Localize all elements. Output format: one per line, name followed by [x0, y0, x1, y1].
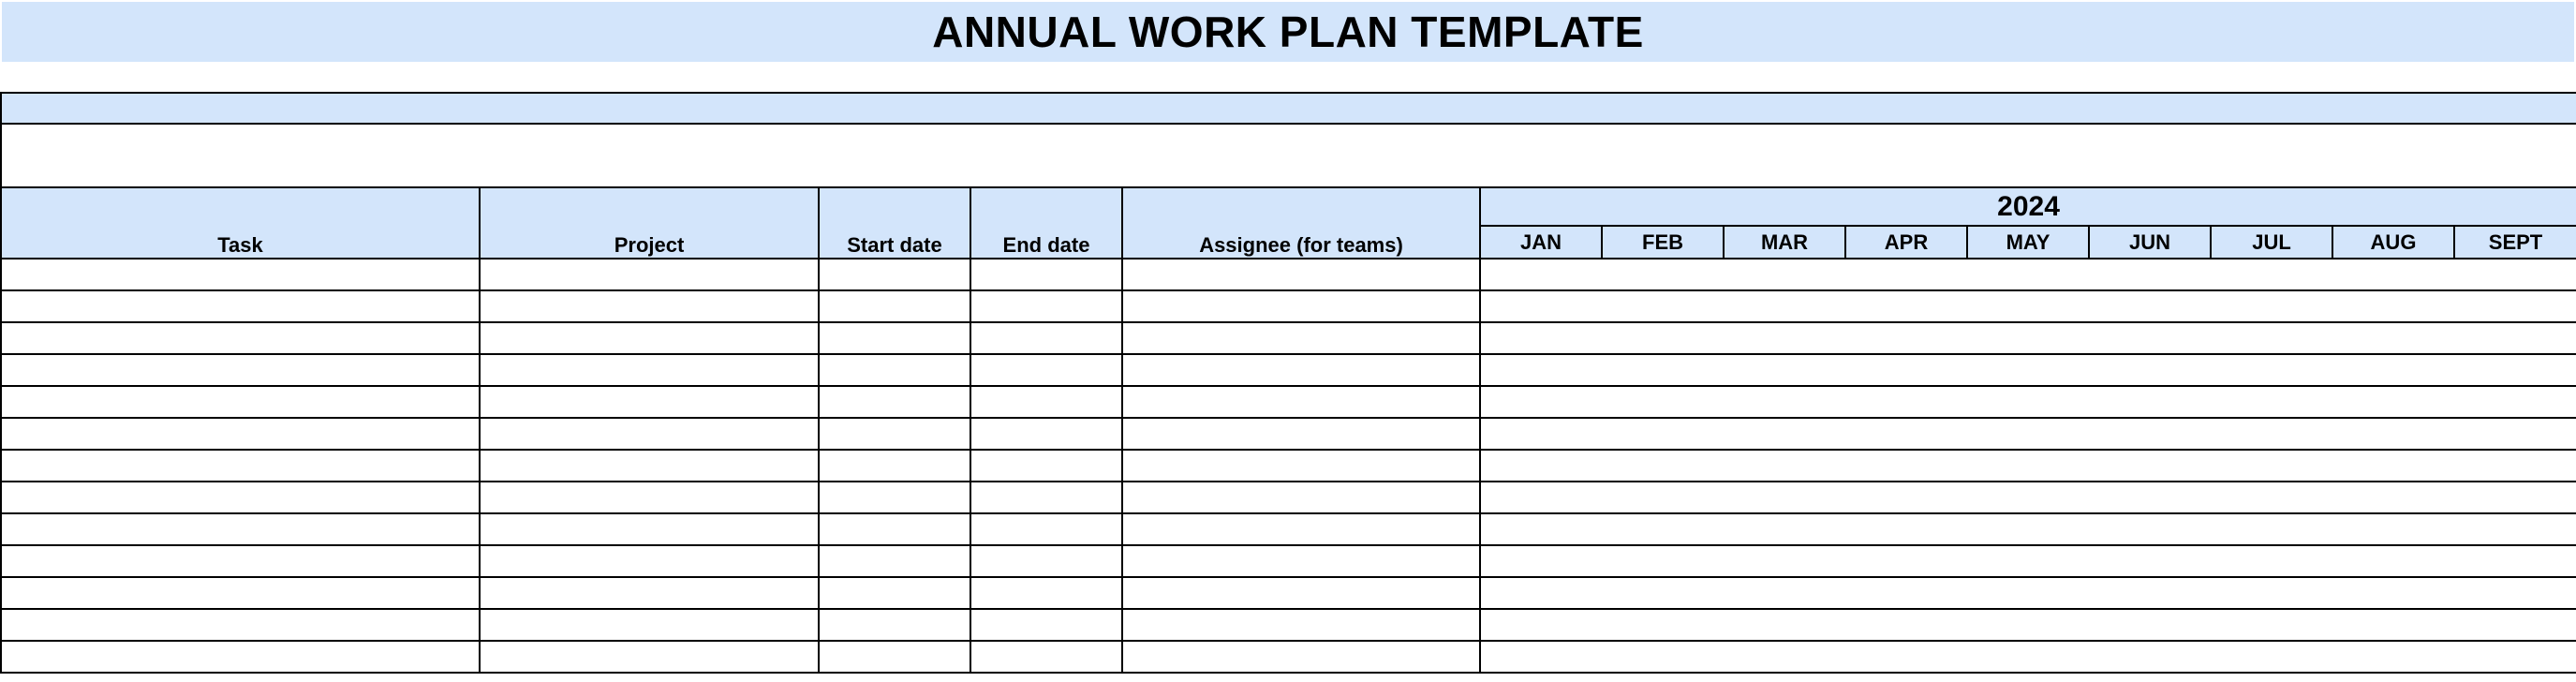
cell-start-date[interactable] — [819, 322, 970, 354]
title-bar — [2, 2, 2574, 62]
cell-timeline[interactable] — [1480, 354, 2576, 386]
cell-timeline[interactable] — [1480, 450, 2576, 482]
blank-row — [1, 124, 2576, 187]
cell-project[interactable] — [480, 577, 819, 609]
column-header-start-date[interactable]: Start date — [819, 187, 970, 259]
cell-assignee[interactable] — [1122, 322, 1480, 354]
cell-task[interactable] — [1, 418, 480, 450]
year-header[interactable]: 2024 — [1480, 187, 2576, 226]
cell-project[interactable] — [480, 482, 819, 513]
blank-cell[interactable] — [1, 124, 2576, 187]
cell-start-date[interactable] — [819, 482, 970, 513]
cell-task[interactable] — [1, 545, 480, 577]
cell-timeline[interactable] — [1480, 386, 2576, 418]
column-header-task[interactable]: Task — [1, 187, 480, 259]
cell-start-date[interactable] — [819, 450, 970, 482]
cell-start-date[interactable] — [819, 513, 970, 545]
table-row — [1, 482, 2576, 513]
month-header-apr[interactable]: APR — [1845, 226, 1967, 259]
cell-task[interactable] — [1, 290, 480, 322]
table-row — [1, 354, 2576, 386]
cell-start-date[interactable] — [819, 386, 970, 418]
cell-task[interactable] — [1, 577, 480, 609]
cell-task[interactable] — [1, 386, 480, 418]
column-header-row — [1, 187, 2576, 226]
cell-project[interactable] — [480, 290, 819, 322]
cell-end-date[interactable] — [970, 322, 1122, 354]
table-row — [1, 609, 2576, 641]
month-header-aug[interactable]: AUG — [2332, 226, 2454, 259]
cell-start-date[interactable] — [819, 290, 970, 322]
cell-end-date[interactable] — [970, 259, 1122, 290]
cell-timeline[interactable] — [1480, 482, 2576, 513]
cell-project[interactable] — [480, 354, 819, 386]
cell-assignee[interactable] — [1122, 609, 1480, 641]
table-row — [1, 322, 2576, 354]
cell-assignee[interactable] — [1122, 482, 1480, 513]
table-row — [1, 641, 2576, 673]
cell-assignee[interactable] — [1122, 513, 1480, 545]
cell-start-date[interactable] — [819, 545, 970, 577]
table-row — [1, 450, 2576, 482]
month-header-feb[interactable]: FEB — [1602, 226, 1724, 259]
header-band-cell[interactable] — [1, 93, 2576, 124]
month-header-jun[interactable]: JUN — [2089, 226, 2211, 259]
cell-end-date[interactable] — [970, 290, 1122, 322]
cell-end-date[interactable] — [970, 354, 1122, 386]
cell-assignee[interactable] — [1122, 354, 1480, 386]
header-band-row — [1, 93, 2576, 124]
cell-timeline[interactable] — [1480, 290, 2576, 322]
cell-timeline[interactable] — [1480, 609, 2576, 641]
cell-timeline[interactable] — [1480, 545, 2576, 577]
cell-timeline[interactable] — [1480, 577, 2576, 609]
month-header-jul[interactable]: JUL — [2211, 226, 2332, 259]
cell-task[interactable] — [1, 450, 480, 482]
cell-assignee[interactable] — [1122, 641, 1480, 673]
month-header-sept[interactable]: SEPT — [2454, 226, 2576, 259]
cell-end-date[interactable] — [970, 609, 1122, 641]
cell-end-date[interactable] — [970, 418, 1122, 450]
cell-project[interactable] — [480, 322, 819, 354]
cell-project[interactable] — [480, 545, 819, 577]
page-title: ANNUAL WORK PLAN TEMPLATE — [932, 7, 1644, 56]
column-header-project[interactable]: Project — [480, 187, 819, 259]
cell-end-date[interactable] — [970, 482, 1122, 513]
table-row — [1, 290, 2576, 322]
cell-assignee[interactable] — [1122, 418, 1480, 450]
table-row — [1, 259, 2576, 290]
cell-timeline[interactable] — [1480, 322, 2576, 354]
table-row — [1, 386, 2576, 418]
table-row — [1, 577, 2576, 609]
cell-timeline[interactable] — [1480, 259, 2576, 290]
cell-project[interactable] — [480, 641, 819, 673]
cell-assignee[interactable] — [1122, 450, 1480, 482]
cell-task[interactable] — [1, 354, 480, 386]
cell-start-date[interactable] — [819, 418, 970, 450]
column-header-assignee[interactable]: Assignee (for teams) — [1122, 187, 1480, 259]
month-header-jan[interactable]: JAN — [1480, 226, 1602, 259]
cell-assignee[interactable] — [1122, 577, 1480, 609]
cell-project[interactable] — [480, 386, 819, 418]
cell-assignee[interactable] — [1122, 259, 1480, 290]
cell-task[interactable] — [1, 259, 480, 290]
cell-task[interactable] — [1, 322, 480, 354]
work-plan-table — [0, 92, 2576, 674]
cell-task[interactable] — [1, 609, 480, 641]
cell-end-date[interactable] — [970, 577, 1122, 609]
cell-task[interactable] — [1, 482, 480, 513]
cell-project[interactable] — [480, 259, 819, 290]
cell-start-date[interactable] — [819, 577, 970, 609]
cell-assignee[interactable] — [1122, 386, 1480, 418]
cell-timeline[interactable] — [1480, 418, 2576, 450]
cell-end-date[interactable] — [970, 450, 1122, 482]
table-row — [1, 513, 2576, 545]
month-header-mar[interactable]: MAR — [1724, 226, 1845, 259]
month-header-may[interactable]: MAY — [1967, 226, 2089, 259]
cell-start-date[interactable] — [819, 609, 970, 641]
cell-assignee[interactable] — [1122, 290, 1480, 322]
cell-assignee[interactable] — [1122, 545, 1480, 577]
table-row — [1, 545, 2576, 577]
cell-start-date[interactable] — [819, 259, 970, 290]
cell-task[interactable] — [1, 513, 480, 545]
cell-timeline[interactable] — [1480, 513, 2576, 545]
cell-project[interactable] — [480, 513, 819, 545]
cell-start-date[interactable] — [819, 354, 970, 386]
table-row — [1, 418, 2576, 450]
cell-task[interactable] — [1, 641, 480, 673]
cell-end-date[interactable] — [970, 386, 1122, 418]
cell-project[interactable] — [480, 418, 819, 450]
column-header-end-date[interactable]: End date — [970, 187, 1122, 259]
cell-project[interactable] — [480, 450, 819, 482]
cell-project[interactable] — [480, 609, 819, 641]
cell-end-date[interactable] — [970, 513, 1122, 545]
cell-start-date[interactable] — [819, 641, 970, 673]
cell-timeline[interactable] — [1480, 641, 2576, 673]
cell-end-date[interactable] — [970, 641, 1122, 673]
cell-end-date[interactable] — [970, 545, 1122, 577]
